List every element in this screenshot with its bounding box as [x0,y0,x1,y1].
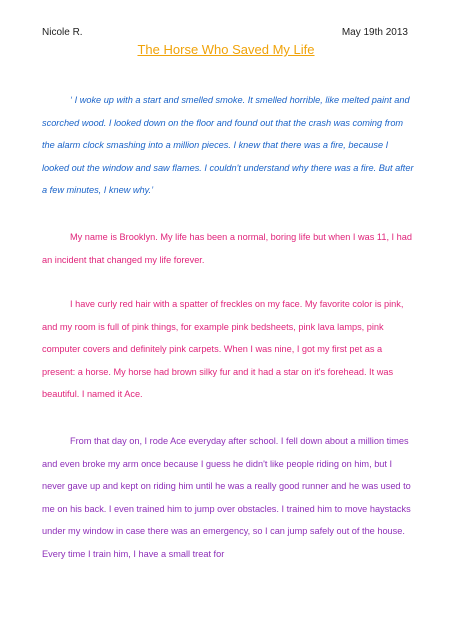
document-date: May 19th 2013 [341,27,408,38]
document-title: The Horse Who Saved My Life [137,42,315,57]
author-name: Nicole R. [42,27,83,38]
paragraph-description: I have curly red hair with a spatter of freckles on my face. My favorite color is pink, and my room is full of pink things, for example pink bedsheets, pink lava lamps, pink computer covers and definitely pink carpets. When I was nine, I got my first pet as a present: a horse. My horse had brown silky fur and it had a star on it's forehead. It was beautiful. I named it Ace. [42,299,404,400]
paragraph-quote: ‘ I woke up with a start and smelled smoke. It smelled horrible, like melted paint and scorched wood. I looked down on the floor and found out that the crash was coming from the alarm clock smashing into a million pieces. I knew that there was a fire, because I looked out the window and saw flames. I couldn't understand why there was a fire. But after a few minutes, I knew why.’ [42,95,414,196]
paragraph-intro: My name is Brooklyn. My life has been a normal, boring life but when I was 11, I had an incident that changed my life forever. [42,232,412,265]
paragraph-training: From that day on, I rode Ace everyday after school. I fell down about a million times and even broke my arm once because I guess he didn't like people riding on him, but I never gave up and kept on riding him until he was a really good runner and he was used to me on his back. I even trained him to jump over obstacles. I trained him to move haystacks under my window in case there was an emergency, so I can jump safely out of the house. Every time I train him, I have a small treat for [42,436,411,559]
